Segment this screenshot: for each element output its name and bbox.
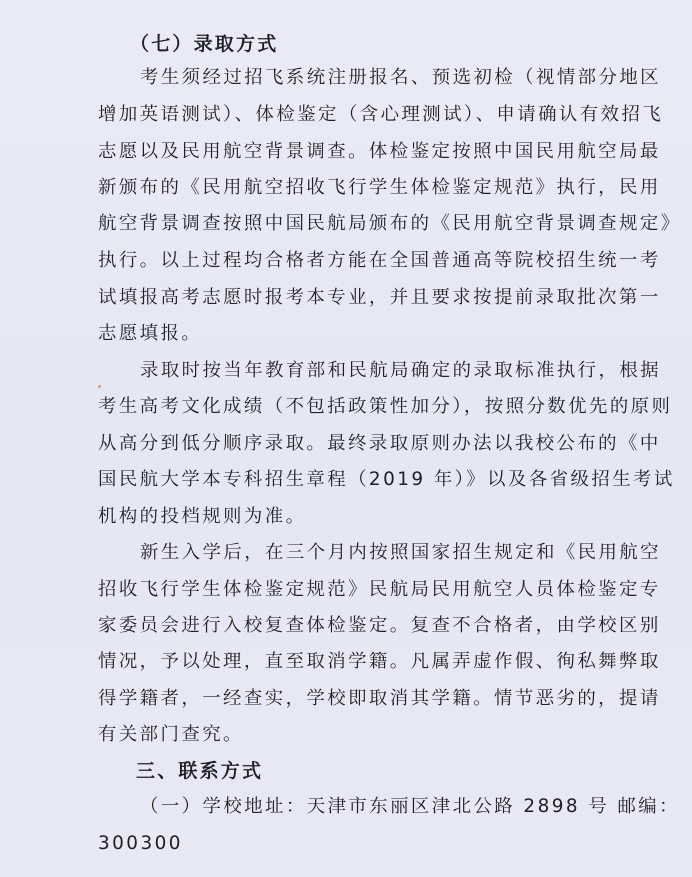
paragraph-line: 新颁布的《民用航空招收飞行学生体检鉴定规范》执行，民用 [98, 177, 661, 198]
paragraph-line: 航空背景调查按照中国民航局颁布的《民用航空背景调查规定》 [98, 213, 682, 234]
paragraph-line: 增加英语测试）、体检鉴定（含心理测试）、申请确认有效招飞 [98, 104, 664, 125]
paragraph-line: 新生入学后，在三个月内按照国家招生规定和《民用航空 [140, 542, 662, 563]
paragraph-line: 志愿填报。 [98, 323, 203, 344]
subheading-admission-method: （七）录取方式 [130, 33, 279, 55]
paragraph-line: 家委员会进行入校复查体检鉴定。复查不合格者，由学校区别 [98, 615, 661, 636]
paragraph-line: 机构的投档规则为准。 [98, 506, 307, 527]
paper-speck [98, 385, 101, 388]
contact-postcode-line: 300300 [98, 833, 183, 854]
paragraph-line: 执行。以上过程均合格者方能在全国普通高等院校招生统一考 [98, 250, 661, 271]
paragraph-line: 考生须经过招飞系统注册报名、预选初检（视情部分地区 [140, 67, 662, 88]
paragraph-line: 录取时按当年教育部和民航局确定的录取标准执行，根据 [140, 360, 662, 381]
paragraph-line: 有关部门查究。 [98, 724, 244, 745]
paragraph-line: 情况，予以处理，直至取消学籍。凡属弄虚作假、徇私舞弊取 [98, 651, 661, 672]
paragraph-line: 得学籍者，一经查实，学校即取消其学籍。情节恶劣的，提请 [98, 688, 661, 709]
paragraph-line: 国民航大学本专科招生章程（2019 年）》以及各省级招生考试 [98, 469, 675, 490]
contact-address-line: （一）学校地址：天津市东丽区津北公路 2898 号 邮编： [140, 796, 680, 817]
paragraph-line: 试填报高考志愿时报考本专业，并且要求按提前录取批次第一 [98, 287, 661, 308]
paragraph-line: 考生高考文化成绩（不包括政策性加分），按照分数优先的原则 [98, 396, 673, 417]
paragraph-line: 从高分到低分顺序录取。最终录取原则办法以我校公布的《中 [98, 433, 661, 454]
paragraph-line: 志愿以及民用航空背景调查。体检鉴定按照中国民用航空局最 [98, 141, 661, 162]
section-heading-contact: 三、联系方式 [136, 760, 264, 782]
paragraph-line: 招收飞行学生体检鉴定规范》民航局民用航空人员体检鉴定专 [98, 579, 661, 600]
